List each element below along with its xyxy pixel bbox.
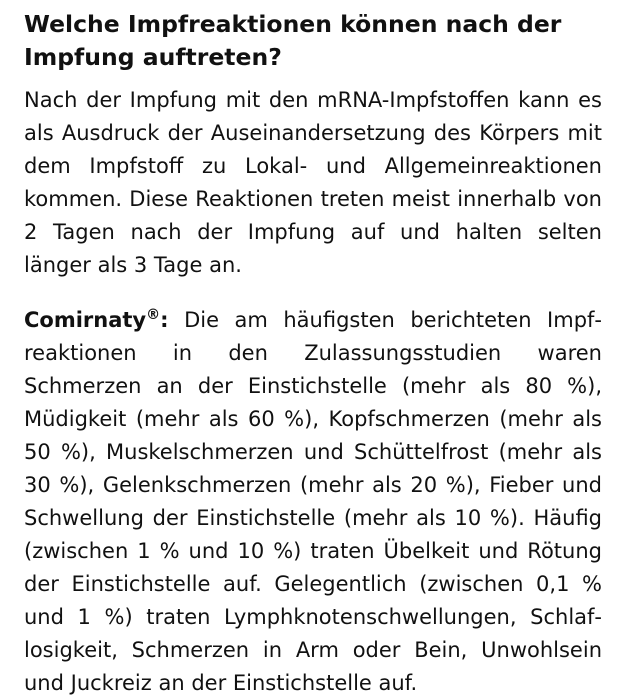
- vaccine-name: Comirnaty: [24, 308, 147, 332]
- section-heading: Welche Impfreaktionen können nach der Impfung auftreten?: [24, 10, 562, 71]
- intro-paragraph: Nach der Impfung mit den mRNA-Impfstoffen kann es als Ausdruck der Auseinandersetzung des Körpers mit dem Impfstoff zu Lokal- und Allgemeinreaktionen kommen. Diese Reaktionen treten meist innerhalb von 2 Tagen nach der Impfung auf und halten selten länger als 3 Tage an.: [24, 88, 602, 277]
- vaccine-name-colon: :: [160, 308, 169, 332]
- document-body: [24, 8, 602, 700]
- comirnaty-paragraph: [24, 304, 602, 700]
- registered-trademark: ®: [146, 307, 161, 323]
- comirnaty-reactions-text: Die am häufigsten berichteten Impfreaktionen in den Zulassungsstudien waren Schmerzen an der Einstichstelle (mehr als 80 %), Müdigkeit (mehr als 60 %), Kopfschmerzen (mehr als 50 %), Muskelschmerzen und Schüttelfrost (mehr als 30 %), Gelenkschmerzen (mehr als 20 %), Fieber und Schwellung der Einstichstelle (mehr als 10 %). Häufig (zwischen 1 % und 10 %) traten Übelkeit und Rötung der Einstichstelle auf. Gelegentlich (zwischen 0,1 % und 1 %) traten Lymphknotenschwellungen, Schlaflosigkeit, Schmerzen in Arm oder Bein, Unwohlsein und Juckreiz an der Einstichstelle auf.: [24, 308, 602, 695]
